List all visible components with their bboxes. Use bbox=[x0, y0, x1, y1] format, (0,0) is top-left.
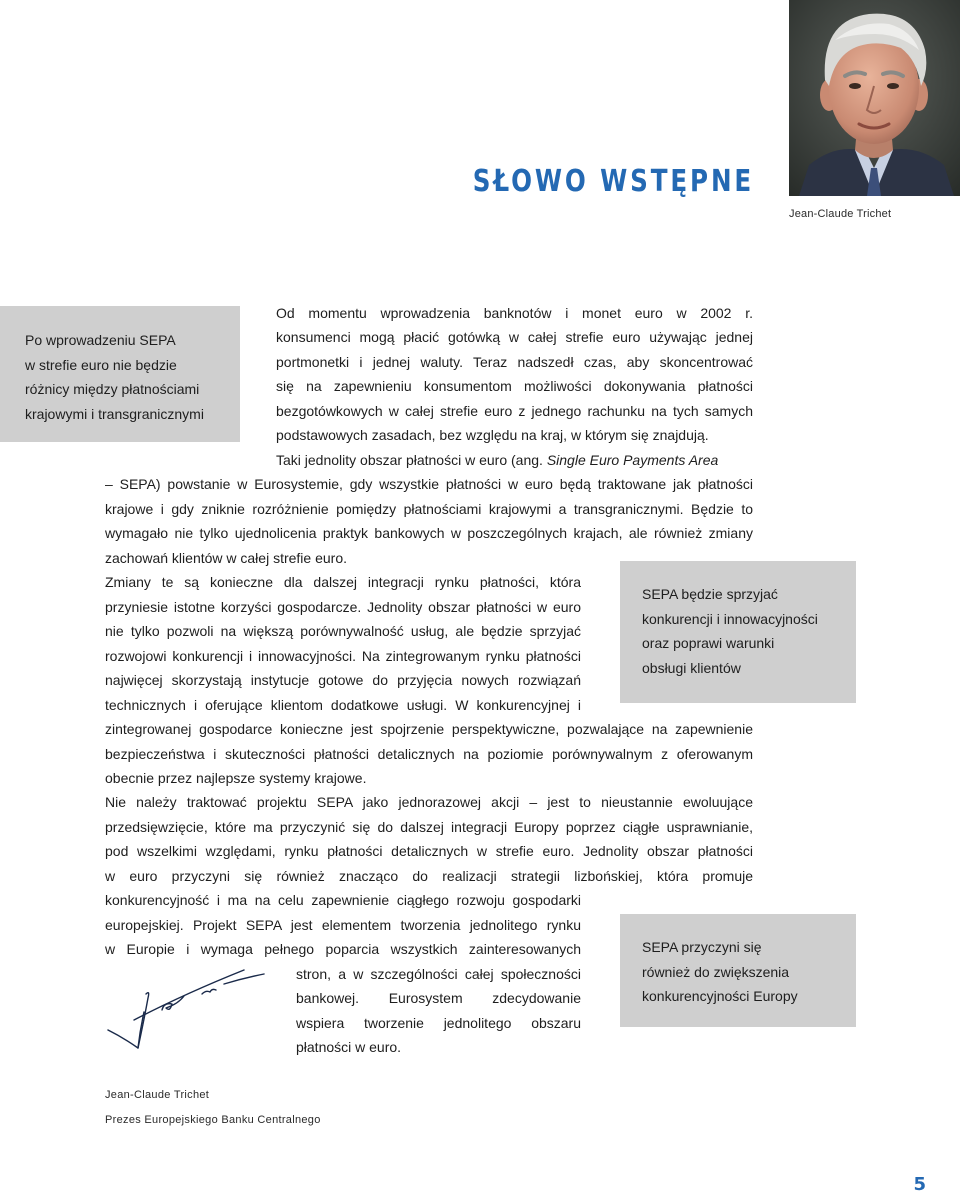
text-line: konkurencyjność i ma na celu zapewnienie ciągłego rozwoju gospodarki bbox=[105, 892, 581, 908]
text-line: wymagało nie tylko ujednolicenia praktyk bankowych w poszczególnych krajach, ale również zmiany bbox=[105, 525, 753, 541]
text-line: portmonetki i jednej waluty. Teraz nadszedł czas, aby skoncentrować bbox=[276, 354, 753, 370]
text-line: rozwojowi konkurencji i innowacyjności. Na zintegrowanym rynku płatności bbox=[105, 648, 581, 664]
callout-box-right-1 bbox=[620, 561, 856, 703]
text-line: – SEPA) powstanie w Eurosystemie, gdy wszystkie płatności w euro będą traktowane jak płatności bbox=[105, 476, 753, 492]
signatory-name: Jean-Claude Trichet bbox=[105, 1089, 210, 1101]
text-line: obecnie przez najlepsze systemy krajowe. bbox=[105, 770, 367, 786]
page-number: 5 bbox=[913, 1174, 926, 1195]
signature-image bbox=[104, 960, 269, 1052]
text-line: stron, a w szczególności całej społeczności bbox=[296, 966, 581, 982]
callout-line: SEPA będzie sprzyjać bbox=[642, 586, 778, 602]
text-line: w Europie i wymaga pełnego poparcia wszystkich zainteresowanych bbox=[105, 941, 581, 957]
callout-line: również do zwiększenia bbox=[642, 963, 790, 980]
text-line bbox=[276, 448, 753, 473]
text-line: przyniesie istotne korzyści gospodarcze. Jednolity obszar płatności w euro bbox=[105, 599, 581, 615]
text-line: zachowań klientów w całej strefie euro. bbox=[105, 550, 348, 566]
callout-box-left bbox=[0, 306, 240, 442]
text-line: przedsięwzięcie, które ma przyczynić się do dalszej integracji Europy poprzez ciągłe usprawnianie, bbox=[105, 819, 753, 835]
photo-credit: Jean-Claude Trichet bbox=[789, 208, 892, 220]
text-line: się na zapewnieniu konsumentom możliwości dokonywania płatności bbox=[276, 378, 753, 394]
portrait-illustration bbox=[789, 0, 960, 196]
handwritten-signature bbox=[104, 960, 269, 1052]
text-line: w euro przyczyni się również znacząco do realizacji strategii lizbońskiej, która promuje bbox=[105, 868, 753, 884]
callout-box-right-2 bbox=[620, 914, 856, 1027]
text-line: Nie należy traktować projektu SEPA jako jednorazowej akcji – jest to nieustannie ewoluujące bbox=[105, 794, 753, 810]
italic-term: Single Euro Payments Area bbox=[546, 452, 719, 468]
callout-line: obsługi klientów bbox=[642, 659, 741, 676]
text-line: nie tylko pozwoli na większą porównywalność usług, ale będzie sprzyjać bbox=[105, 623, 581, 639]
text-line: Od momentu wprowadzenia banknotów i monet euro w 2002 r. bbox=[276, 305, 753, 321]
text-segment: Taki jednolity obszar płatności w euro (ang. bbox=[276, 452, 547, 468]
text-line: bezgotówkowych w całej strefie euro z jednego rachunku na tych samych bbox=[276, 403, 753, 419]
text-line: technicznych i oferujące klientom dodatkowe usługi. W konkurencyjnej i bbox=[105, 697, 581, 713]
text-line: pod wszelkimi względami, rynku płatności detalicznych w strefie euro. Jednolity obszar płatności bbox=[105, 843, 753, 859]
callout-line: SEPA przyczyni się bbox=[642, 939, 762, 955]
page-title: SŁOWO WSTĘPNE bbox=[472, 164, 754, 199]
text-line: podstawowych zasadach, bez względu na kraj, w którym się znajdują. bbox=[276, 427, 709, 443]
callout-line: w strefie euro nie będzie bbox=[25, 356, 177, 373]
text-line: Zmiany te są konieczne dla dalszej integracji rynku płatności, która bbox=[105, 574, 581, 590]
text-line: wspiera tworzenie jednolitego obszaru bbox=[296, 1015, 581, 1031]
text-line: konsumenci mogą płacić gotówką w całej strefie euro używając jednej bbox=[276, 329, 753, 345]
callout-line: krajowymi i transgranicznymi bbox=[25, 405, 204, 422]
signatory-role: Prezes Europejskiego Banku Centralnego bbox=[105, 1114, 321, 1126]
text-line: bezpieczeństwa i skuteczności płatności detalicznych na poziomie porównywalnym z oferowanym bbox=[105, 746, 753, 762]
callout-line: Po wprowadzeniu SEPA bbox=[25, 332, 176, 348]
author-portrait bbox=[789, 0, 960, 196]
text-line: bankowej. Eurosystem zdecydowanie bbox=[296, 990, 581, 1006]
text-line: zintegrowanej gospodarce konieczne jest spojrzenie perspektywiczne, pozwalające na zapewnienie bbox=[105, 721, 753, 737]
text-line: krajowe i gdy zniknie rozróżnienie pomiędzy płatnościami krajowymi a transgranicznymi. Będzie to bbox=[105, 501, 753, 517]
callout-line: oraz poprawi warunki bbox=[642, 635, 775, 651]
text-line: najwięcej skorzystają instytucje gotowe do przyjęcia nowych rozwiązań bbox=[105, 672, 581, 688]
text-line: europejskiej. Projekt SEPA jest elementem tworzenia jednolitego rynku bbox=[105, 917, 581, 933]
callout-line: konkurencji i innowacyjności bbox=[642, 610, 818, 627]
callout-line: konkurencyjności Europy bbox=[642, 988, 798, 1004]
callout-line: różnicy między płatnościami bbox=[25, 381, 200, 397]
text-line: płatności w euro. bbox=[296, 1039, 402, 1055]
